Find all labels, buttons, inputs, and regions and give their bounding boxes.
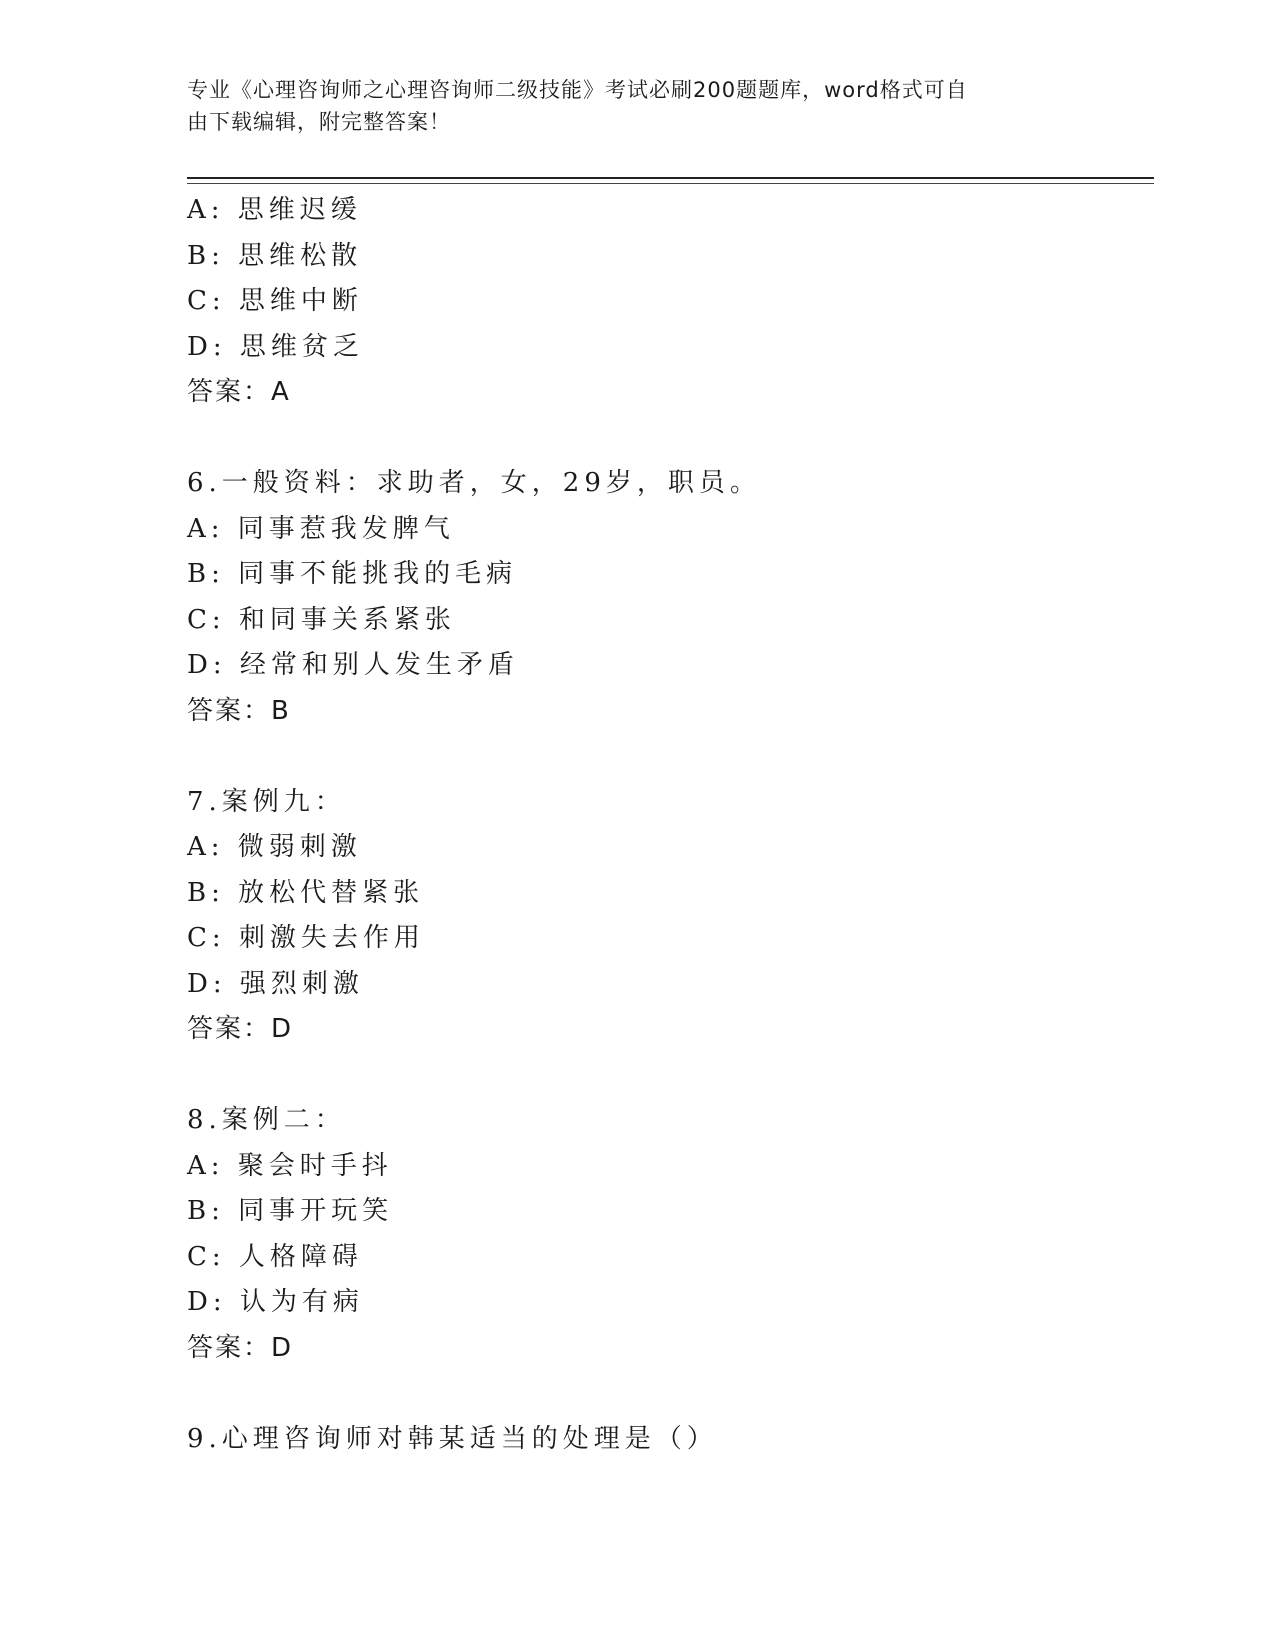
spacer bbox=[187, 416, 1147, 462]
question-list bbox=[187, 188, 1147, 1462]
option-a: A: 思维迟缓 bbox=[187, 195, 362, 225]
header-divider-thick bbox=[187, 177, 1154, 179]
header-line-2: 由下载编辑，附完整答案！ bbox=[187, 110, 451, 134]
answer-label: 答案：A bbox=[187, 377, 291, 407]
spacer bbox=[187, 734, 1147, 780]
header-divider-thin bbox=[187, 183, 1154, 184]
spacer bbox=[187, 1053, 1147, 1099]
question-text: 7.案例九： bbox=[187, 786, 346, 817]
question-text: 9.心理咨询师对韩某适当的处理是（） bbox=[187, 1423, 718, 1454]
option-d: D: 强烈刺激 bbox=[187, 968, 364, 999]
document-header bbox=[187, 74, 1067, 138]
option-d: D: 思维贫乏 bbox=[187, 331, 364, 362]
spacer bbox=[187, 1371, 1147, 1417]
question-7 bbox=[187, 780, 1147, 1053]
question-text: 6.一般资料：求助者，女，29岁，职员。 bbox=[187, 468, 761, 498]
option-b: B: 同事不能挑我的毛病 bbox=[187, 559, 518, 589]
question-8 bbox=[187, 1098, 1147, 1371]
option-a: A: 微弱刺激 bbox=[187, 832, 362, 862]
answer-label: 答案：B bbox=[187, 695, 291, 726]
option-b: B: 同事开玩笑 bbox=[187, 1196, 394, 1226]
option-c: C: 和同事关系紧张 bbox=[187, 604, 456, 635]
question-6 bbox=[187, 461, 1147, 734]
option-a: A: 同事惹我发脾气 bbox=[187, 513, 455, 544]
question-9 bbox=[187, 1417, 1147, 1463]
option-a: A: 聚会时手抖 bbox=[187, 1150, 393, 1181]
answer-label: 答案：D bbox=[187, 1014, 294, 1044]
option-c: C: 刺激失去作用 bbox=[187, 923, 425, 953]
question-text: 8.案例二： bbox=[187, 1105, 346, 1135]
option-d: D: 认为有病 bbox=[187, 1287, 364, 1317]
option-c: C: 思维中断 bbox=[187, 286, 363, 316]
option-d: D: 经常和别人发生矛盾 bbox=[187, 650, 519, 680]
question-5 bbox=[187, 188, 1147, 416]
header-line-1: 专业《心理咨询师之心理咨询师二级技能》考试必刷200题题库，word格式可自 bbox=[187, 78, 968, 102]
option-c: C: 人格障碍 bbox=[187, 1241, 363, 1272]
option-b: B: 放松代替紧张 bbox=[187, 877, 425, 908]
option-b: B: 思维松散 bbox=[187, 240, 363, 271]
answer-label: 答案：D bbox=[187, 1332, 294, 1363]
